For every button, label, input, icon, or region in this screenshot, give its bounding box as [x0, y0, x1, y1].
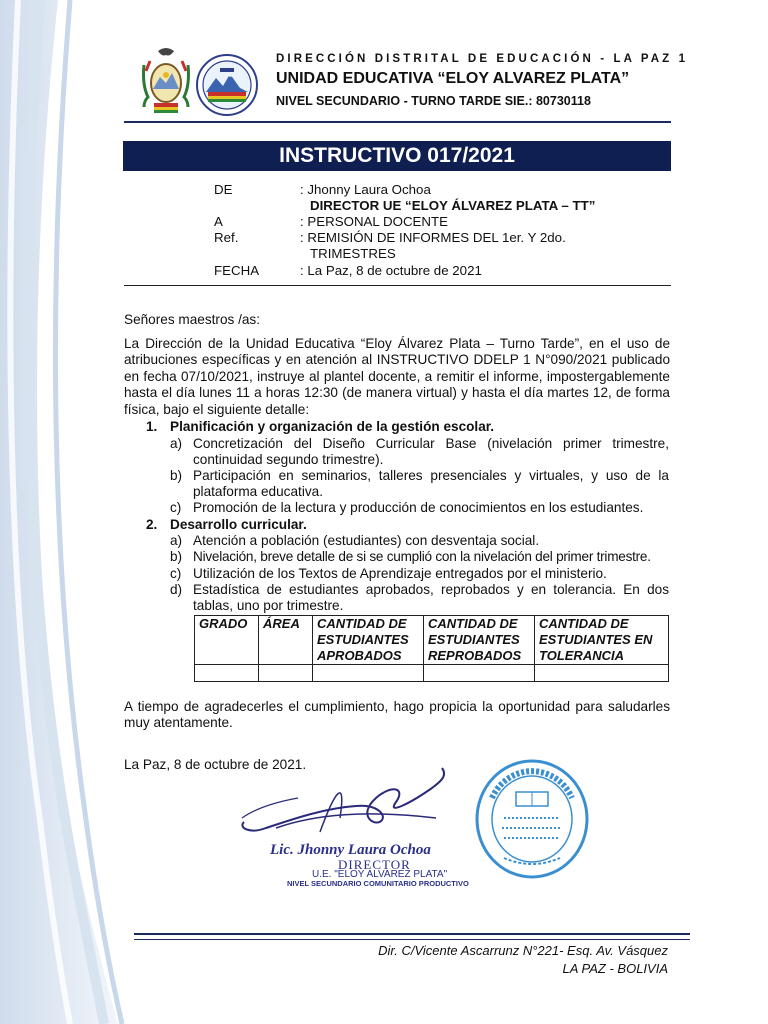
list-item: Concretización del Diseño Curricular Base (nivelación primer trimestre, continuidad segundo trimestre).	[193, 436, 669, 468]
table-header-cell: CANTIDAD DE ESTUDIANTES REPROBADOS	[424, 616, 535, 665]
header-divider	[124, 121, 671, 123]
district-heading: DIRECCIÓN DISTRITAL DE EDUCACIÓN - LA PAZ 1	[276, 53, 689, 65]
list-item-letter: a)	[170, 533, 183, 548]
closing-paragraph: A tiempo de agradecerles el cumplimiento, hago propicia la oportunidad para saludarles muy atentamente.	[124, 699, 670, 731]
list-item: Utilización de los Textos de Aprendizaje entregados por el ministerio.	[193, 566, 607, 581]
date-line: La Paz, 8 de octubre de 2021.	[124, 757, 307, 772]
section-1-title: Planificación y organización de la gestión escolar.	[170, 419, 495, 434]
list-item-letter: b)	[170, 549, 183, 564]
meta-divider	[124, 285, 671, 286]
handwritten-signature-icon	[236, 758, 452, 842]
table-cell	[535, 665, 669, 682]
section-1-number: 1.	[146, 419, 158, 434]
list-item-letter: c)	[170, 566, 182, 581]
table-header-row	[195, 616, 669, 665]
table-header-cell: CANTIDAD DE ESTUDIANTES APROBADOS	[313, 616, 424, 665]
list-item-letter: a)	[170, 436, 183, 451]
table-cell	[195, 665, 259, 682]
table-header-cell: GRADO	[195, 616, 259, 665]
meta-fecha-value: : La Paz, 8 de octubre de 2021	[300, 263, 482, 278]
meta-a-label: A	[214, 214, 223, 229]
bolivia-coat-of-arms-icon	[140, 45, 192, 115]
meta-ref-value-continued: TRIMESTRES	[310, 246, 396, 261]
section-2-number: 2.	[146, 517, 158, 532]
document-title-banner: INSTRUCTIVO 017/2021	[123, 141, 671, 171]
official-stamp-icon	[474, 758, 590, 880]
meta-ref-label: Ref.	[214, 230, 239, 245]
signatory-title: DIRECTOR	[338, 857, 411, 872]
list-item: Estadística de estudiantes aprobados, reprobados y en tolerancia. En dos tablas, uno por trimestre.	[193, 582, 669, 614]
signatory-name: Lic. Jhonny Laura Ochoa	[270, 842, 431, 858]
list-item-letter: c)	[170, 500, 182, 515]
table-cell	[424, 665, 535, 682]
table-header-cell: CANTIDAD DE ESTUDIANTES EN TOLERANCIA	[535, 616, 669, 665]
signatory-level: NIVEL SECUNDARIO COMUNITARIO PRODUCTIVO	[287, 879, 469, 888]
list-item-letter: d)	[170, 582, 183, 597]
meta-de-label: DE	[214, 182, 233, 197]
school-name-heading: UNIDAD EDUCATIVA “ELOY ALVAREZ PLATA”	[276, 70, 630, 87]
list-item: Promoción de la lectura y producción de conocimientos en los estudiantes.	[193, 500, 644, 515]
statistics-table	[194, 615, 669, 682]
list-item: Atención a población (estudiantes) con desventaja social.	[193, 533, 540, 548]
table-cell	[313, 665, 424, 682]
meta-de-value: : Jhonny Laura Ochoa	[300, 182, 431, 197]
section-2-title: Desarrollo curricular.	[170, 517, 307, 532]
school-level-heading: NIVEL SECUNDARIO - TURNO TARDE SIE.: 80730118	[276, 94, 591, 108]
footer-address: Dir. C/Vicente Ascarrunz N°221- Esq. Av. Vásquez	[378, 943, 668, 958]
list-item: Participación en seminarios, talleres presenciales y virtuales, y uso de la plataforma educativa.	[193, 468, 669, 500]
signatory-school: U.E. "ELOY ALVAREZ PLATA"	[312, 869, 448, 880]
table-header-cell: ÁREA	[259, 616, 313, 665]
meta-de-role: DIRECTOR UE “ELOY ÁLVAREZ PLATA – TT”	[310, 198, 596, 213]
list-item: Nivelación, breve detalle de si se cumplió con la nivelación del primer trimestre.	[193, 549, 651, 564]
meta-ref-value: : REMISIÓN DE INFORMES DEL 1er. Y 2do.	[300, 230, 566, 245]
intro-paragraph: La Dirección de la Unidad Educativa “Eloy Álvarez Plata – Turno Tarde”, en el uso de atribuciones específicas y en atención al INSTRUCTIVO DDELP 1 N°090/2021 publicado en fecha 07/10/2021, instruye al plantel docente, a remitir el informe, impostergablemente hasta el día lunes 11 a horas 12:30 (de manera virtual) y hasta el día martes 12, de forma física, bajo el siguiente detalle:	[124, 336, 670, 417]
greeting: Señores maestros /as:	[124, 312, 260, 327]
meta-a-value: : PERSONAL DOCENTE	[300, 214, 449, 229]
school-logo-icon	[196, 54, 258, 116]
footer-city: LA PAZ - BOLIVIA	[562, 961, 668, 976]
meta-fecha-label: FECHA	[214, 263, 260, 278]
footer-divider	[134, 933, 690, 940]
list-item-letter: b)	[170, 468, 183, 483]
table-cell	[259, 665, 313, 682]
table-row	[195, 665, 669, 682]
